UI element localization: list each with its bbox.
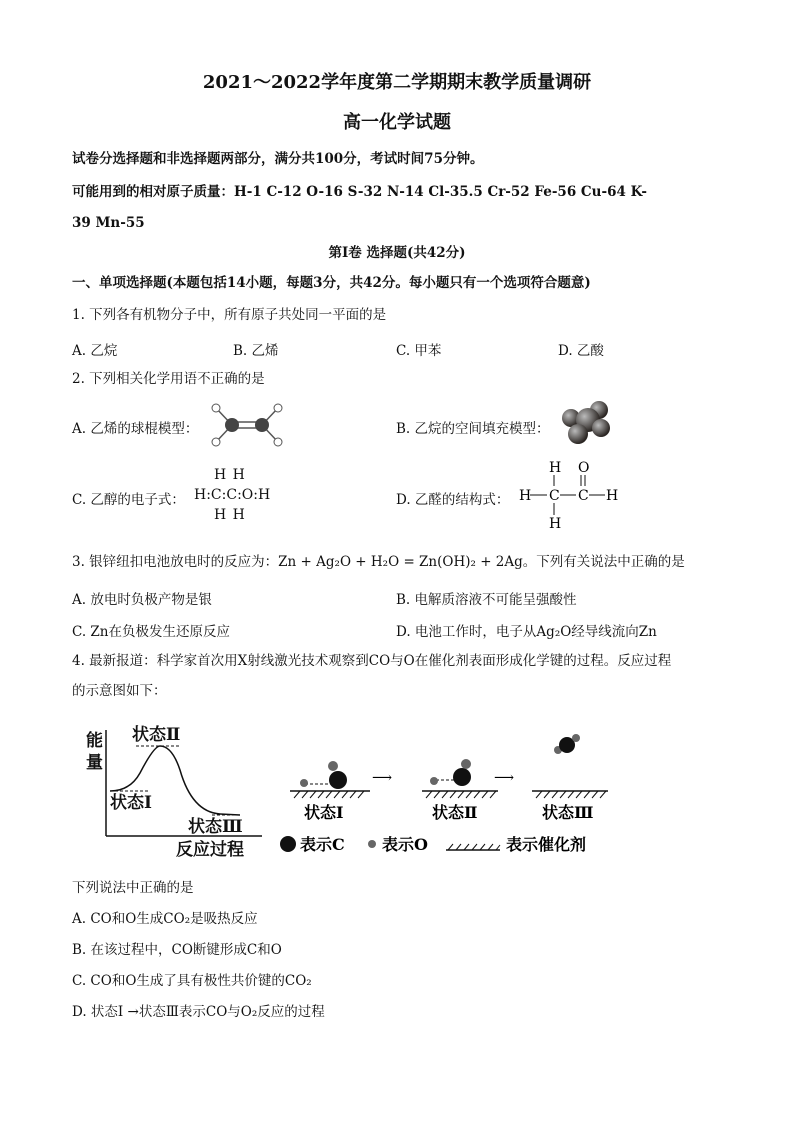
diagram-legend — [280, 835, 586, 854]
q1-option-b: B. 乙烯 — [233, 343, 279, 359]
atomic-mass-line-cont: 39 Mn-55 — [72, 215, 145, 231]
curve-label-state1: 状态Ⅰ — [110, 793, 152, 813]
scene-label-state1: 状态Ⅰ — [304, 803, 344, 822]
q1-option-a: A. 乙烷 — [72, 343, 118, 359]
state3-illustration — [532, 734, 608, 822]
ethanol-electron-top: H H — [214, 467, 246, 483]
q1-option-c: C. 甲苯 — [396, 343, 442, 359]
q4-stem-cont: 的示意图如下： — [72, 683, 167, 699]
acetaldehyde-structure — [516, 458, 626, 530]
state1-illustration — [290, 761, 370, 822]
y-axis-label: 能 — [86, 731, 103, 751]
structure-atom-h: H — [606, 488, 619, 504]
q4-prompt: 下列说法中正确的是 — [72, 880, 194, 896]
q3-stem-pre: 3. 银锌纽扣电池放电时的反应为： — [72, 554, 279, 570]
ethane-space-filling-model — [556, 398, 616, 448]
x-axis-label: 反应过程 — [176, 840, 244, 860]
q3-equation: Zn + Ag₂O + H₂O = Zn(OH)₂ + 2Ag — [278, 554, 523, 570]
q4-option-c: C. CO和O生成了具有极性共价键的CO₂ — [72, 973, 312, 989]
ethanol-electron-bottom: H H — [214, 507, 246, 523]
catalyst-legend-icon — [446, 844, 500, 850]
legend-oxygen: 表示O — [382, 835, 428, 854]
structure-atom-h: H — [549, 460, 562, 476]
legend-carbon: 表示C — [300, 835, 345, 854]
q2-stem: 2. 下列相关化学用语不正确的是 — [72, 371, 265, 387]
oxygen-legend-icon — [368, 840, 376, 848]
y-axis-label: 量 — [86, 753, 103, 773]
q3-stem — [72, 553, 685, 571]
q1-option-d: D. 乙酸 — [558, 343, 604, 359]
ethylene-ball-stick-model — [204, 400, 290, 450]
exam-info-line: 试卷分选择题和非选择题两部分，满分共100分，考试时间75分钟。 — [72, 151, 484, 167]
q3-option-a: A. 放电时负极产物是银 — [72, 592, 212, 608]
part-heading: 一、单项选择题(本题包括14小题，每题3分，共42分。每小题只有一个选项符合题意) — [72, 275, 591, 291]
arrow-icon: ⟶ — [372, 770, 393, 786]
curve-label-state2: 状态Ⅱ — [132, 725, 181, 745]
legend-catalyst: 表示催化剂 — [506, 835, 587, 854]
q2-option-d: D. 乙醛的结构式： — [396, 492, 510, 508]
exam-title: 2021～2022学年度第二学期期末教学质量调研 — [202, 72, 592, 93]
atomic-mass-line: 可能用到的相对原子质量：H-1 C-12 O-16 S-32 N-14 Cl-35.5 Cr-52 Fe-56 Cu-64 K- — [72, 184, 647, 200]
reaction-energy-diagram — [80, 718, 620, 866]
structure-atom-h: H — [549, 516, 562, 530]
q1-stem: 1. 下列各有机物分子中，所有原子共处同一平面的是 — [72, 307, 387, 323]
q4-option-d: D. 状态Ⅰ →状态Ⅲ表示CO与O₂反应的过程 — [72, 1004, 325, 1020]
q2-option-a: A. 乙烯的球棍模型： — [72, 421, 199, 437]
q4-option-a: A. CO和O生成CO₂是吸热反应 — [72, 911, 258, 927]
ethanol-electron-formula: H:C:C:O:H — [194, 487, 271, 503]
scene-label-state3: 状态Ⅲ — [542, 803, 594, 822]
structure-atom-o: O — [578, 460, 590, 476]
q3-option-d: D. 电池工作时，电子从Ag₂O经导线流向Zn — [396, 624, 657, 640]
curve-label-state3: 状态Ⅲ — [188, 817, 243, 837]
state2-illustration — [422, 759, 498, 822]
structure-atom-h: H — [519, 488, 532, 504]
arrow-icon: ⟶ — [494, 770, 515, 786]
q4-stem: 4. 最新报道：科学家首次用X射线激光技术观察到CO与O在催化剂表面形成化学键的过程。反应过程 — [72, 653, 672, 669]
q3-stem-post: 。下列有关说法中正确的是 — [522, 554, 685, 570]
structure-atom-c: C — [549, 488, 560, 504]
q2-option-b: B. 乙烷的空间填充模型： — [396, 421, 550, 437]
q3-option-c: C. Zn在负极发生还原反应 — [72, 624, 231, 640]
q4-option-b: B. 在该过程中，CO断键形成C和O — [72, 942, 282, 958]
q3-option-b: B. 电解质溶液不可能呈强酸性 — [396, 592, 577, 608]
structure-atom-c: C — [578, 488, 589, 504]
exam-subtitle: 高一化学试题 — [343, 112, 451, 133]
q2-option-c: C. 乙醇的电子式： — [72, 492, 185, 508]
scene-label-state2: 状态Ⅱ — [432, 803, 478, 822]
carbon-legend-icon — [280, 836, 296, 852]
volume-heading: 第Ⅰ卷 选择题(共42分) — [328, 245, 466, 261]
